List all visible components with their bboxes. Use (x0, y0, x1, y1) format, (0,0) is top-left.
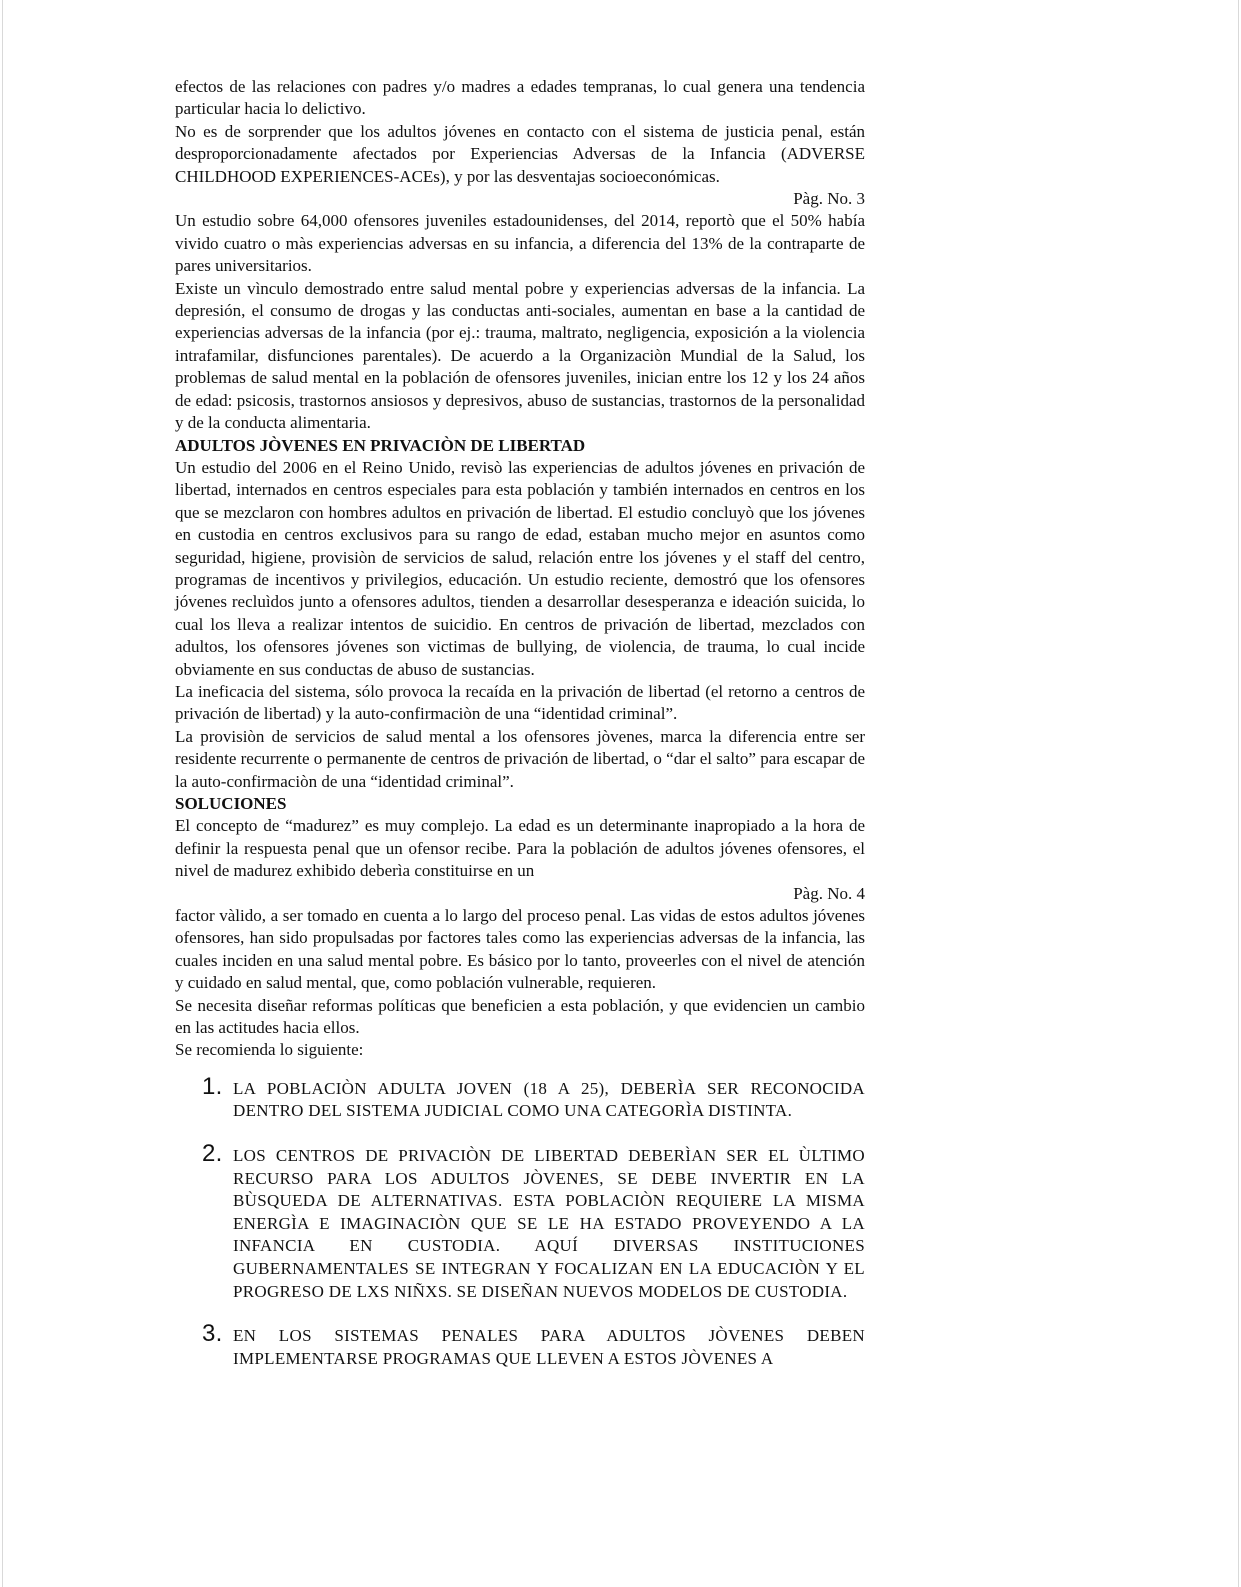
list-item-text: LA POBLACIÒN ADULTA JOVEN (18 A 25), DEBERÌA SER RECONOCIDA DENTRO DEL SISTEMA JUDICIAL COMO UNA CATEGORÌA DISTINTA. (233, 1078, 865, 1121)
page-number-3: Pàg. No. 3 (793, 189, 865, 209)
paragraph-uk-study: Un estudio del 2006 en el Reino Unido, revisò las experiencias de adultos jóvenes en privación de libertad, internados en centros especiales para esta población y también internados en centros en los que se mezclaron con hombres adultos en privación de libertad. El estudio concluyò que los jóvenes en custodia en centros exclusivos para su rango de edad, estaban mucho mejor en asuntos como seguridad, higiene, provisiòn de servicios de salud, relación entre los jóvenes y el staff del centro, programas de incentivos y privilegios, educación. Un estudio reciente, demostró que los ofensores jóvenes recluìdos junto a ofensores adultos, tienden a desarrollar desesperanza e ideación suicida, lo cual los lleva a realizar intentos de suicidio. En centros de privación de libertad, mezclados con adultos, los ofensores jóvenes son victimas de bullying, de violencia, de trauma, lo cual incide obviamente en sus conductas de abuso de sustancias. (175, 457, 865, 679)
section-heading-young-adults: ADULTOS JÒVENES EN PRIVACIÒN DE LIBERTAD (175, 435, 586, 455)
paragraph-aces: No es de sorprender que los adultos jóvenes en contacto con el sistema de justicia penal, están desproporcionadamente afectados por Experiencias Adversas de la Infancia (ADVERSE CHILDHOOD EXPERIENCES-ACEs), y por las desventajas socioeconómicas. (175, 121, 865, 186)
paragraph-us-study: Un estudio sobre 64,000 ofensores juveniles estadounidenses, del 2014, reportò que el 50% había vivido cuatro o màs experiencias adversas en su infancia, a diferencia del 13% de la contraparte de pares universitarios. (175, 211, 865, 276)
list-item-number: 1. (202, 1072, 223, 1100)
paragraph-mental-health-services: La provisiòn de servicios de salud mental a los ofensores jòvenes, marca la diferencia entre ser residente recurrente o permanente de centros de privación de libertad, o “dar el salto” para escapar de la auto-confirmaciòn de una “identidad criminal”. (175, 726, 865, 791)
paragraph-valid-factor: factor vàlido, a ser tomado en cuenta a lo largo del proceso penal. Las vidas de estos adultos jóvenes ofensores, han sido propulsadas por factores tales como las experiencias adversas de la infancia, las cuales inciden en una salud mental pobre. Es básico por lo tanto, proveerles con el nivel de atención y cuidado en salud mental, que, como población vulnerable, requieren. (175, 906, 865, 993)
paragraph-maturity-concept: El concepto de “madurez” es muy complejo. La edad es un determinante inapropiado a la hora de definir la respuesta penal que un ofensor recibe. Para la población de adultos jóvenes ofensores, el nivel de madurez exhibido deberìa constituirse en un (175, 816, 865, 881)
list-item-number: 3. (202, 1320, 223, 1348)
list-item (175, 1140, 865, 1303)
page-edge-right (1238, 0, 1239, 1587)
list-item (175, 1320, 865, 1370)
paragraph-mental-health-link: Existe un vìnculo demostrado entre salud mental pobre y experiencias adversas de la infancia. La depresión, el consumo de drogas y las conductas anti-sociales, aumentan en base a la cantidad de experiencias adversas de la infancia (por ej.: trauma, maltrato, negligencia, exposición a la violencia intrafamilar, disfunciones parentales). De acuerdo a la Organizaciòn Mundial de la Salud, los problemas de salud mental en la población de ofensores juveniles, inician entre los 12 y los 24 años de edad: psicosis, trastornos ansiosos y depresivos, abuso de sustancias, trastornos de la personalidad y de la conducta alimentaria. (175, 278, 865, 433)
list-item-text: LOS CENTROS DE PRIVACIÒN DE LIBERTAD DEBERÌAN SER EL ÙLTIMO RECURSO PARA LOS ADULTOS JÒVENES, SE DEBE INVERTIR EN LA BÙSQUEDA DE ALTERNATIVAS. ESTA POBLACIÒN REQUIERE LA MISMA ENERGÌA E IMAGINACIÒN QUE SE LE HA ESTADO PROVEYENDO A LA INFANCIA EN CUSTODIA. AQUÍ DIVERSAS INSTITUCIONES GUBERNAMENTALES SE INTEGRAN Y FOCALIZAN EN LA EDUCACIÒN Y EL PROGRESO DE LXS NIÑXS. SE DISEÑAN NUEVOS MODELOS DE CUSTODIA. (233, 1146, 865, 1301)
document-page (175, 76, 865, 1370)
list-item-text: EN LOS SISTEMAS PENALES PARA ADULTOS JÒVENES DEBEN IMPLEMENTARSE PROGRAMAS QUE LLEVEN A ESTOS JÒVENES A (233, 1326, 865, 1368)
paragraph-family-effects: efectos de las relaciones con padres y/o madres a edades tempranas, lo cual genera una tendencia particular hacia lo delictivo. (175, 77, 865, 119)
list-item-number: 2. (202, 1140, 223, 1168)
paragraph-system-inefficacy: La ineficacia del sistema, sólo provoca la recaída en la privación de libertad (el retorno a centros de privación de libertad) y la auto-confirmaciòn de una “identidad criminal”. (175, 681, 865, 724)
recommendations-list (175, 1072, 865, 1371)
page-number-4: Pàg. No. 4 (793, 883, 865, 903)
paragraph-recommendations-intro: Se recomienda lo siguiente: (175, 1040, 364, 1060)
list-item (175, 1072, 865, 1123)
paragraph-policy-reforms: Se necesita diseñar reformas políticas que beneficien a esta población, y que evidencien un cambio en las actitudes hacia ellos. (175, 995, 865, 1038)
section-heading-solutions: SOLUCIONES (175, 794, 287, 813)
page-edge-left (2, 0, 3, 1587)
